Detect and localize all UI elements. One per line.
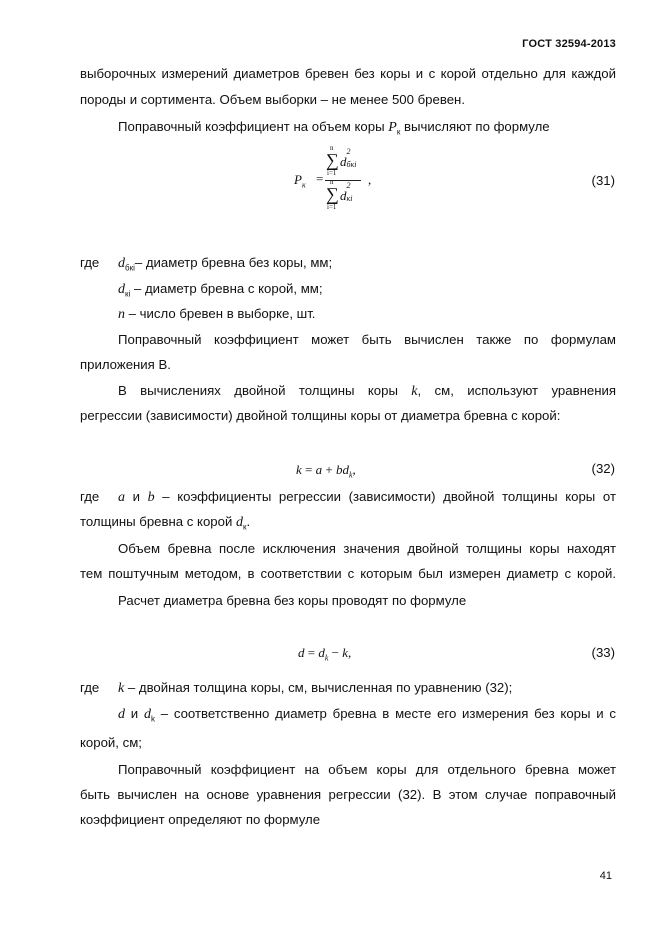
where-label: где: [80, 489, 100, 504]
paragraph-line: Поправочный коэффициент на объем коры для отдельного бревна может: [118, 762, 616, 777]
sum-upper-limit: n: [330, 144, 334, 152]
eq-lhs: $P_к$: [294, 172, 306, 190]
sum-lower-limit: i=1: [327, 169, 337, 177]
equation-32: $k = a + bd_k$,: [296, 462, 356, 480]
paragraph-line: Объем бревна после исключения значения двойной толщины коры находят: [118, 541, 616, 556]
definition-line: $d_{кi}$ – диаметр бревна с корой, мм;: [118, 281, 323, 299]
subscript: к: [396, 127, 401, 137]
equation-number: (31): [591, 173, 615, 188]
paragraph-line: быть вычислен на основе уравнения регрессии (32). В этом случае поправочный: [80, 787, 616, 802]
definition-line: $d_{бкi}-$ диаметр бревна без коры, мм;: [118, 255, 333, 273]
paragraph-line: выборочных измерений диаметров бревен без коры и с корой отдельно для каждой: [80, 66, 616, 81]
sum-symbol: ∑: [326, 150, 339, 170]
equation-31: [294, 144, 384, 218]
definition-line: d и $d_k$ – соответственно диаметр бревна в месте его измерения без коры и с: [118, 706, 616, 724]
document-code-header: ГОСТ 32594-2013: [522, 38, 616, 50]
paragraph-line: тем поштучным методом, в соответствии с которым был измерен диаметр с корой.: [80, 566, 616, 581]
eq-comma: ,: [368, 172, 372, 187]
paragraph-line: коэффициент определяют по формуле: [80, 812, 321, 827]
denominator-term: d 2 кi: [340, 181, 353, 203]
equation-number: (32): [591, 461, 615, 476]
paragraph-line: Расчет диаметра бревна без коры проводят по формуле: [118, 593, 467, 608]
sum-upper-limit: n: [330, 178, 334, 186]
definition-line: корой, см;: [80, 735, 142, 750]
definition-line: n – число бревен в выборке, шт.: [118, 306, 316, 322]
paragraph-line: породы и сортимента. Объем выборки – не менее 500 бревен.: [80, 92, 465, 107]
sum-lower-limit: i=1: [327, 203, 337, 211]
variable: P: [388, 120, 397, 135]
paragraph-line: Поправочный коэффициент может быть вычислен также по формулам: [118, 332, 616, 347]
page-number: 41: [599, 870, 612, 882]
paragraph-line: [118, 119, 616, 141]
equation-33: $d = d_k - k$,: [298, 645, 352, 663]
equation-number: (33): [591, 645, 615, 660]
definition-line: толщины бревна с корой $d_к$.: [80, 514, 251, 532]
sum-symbol: ∑: [326, 184, 339, 204]
definition-line: a и b – коэффициенты регрессии (зависимости) двойной толщины коры от: [118, 489, 616, 505]
where-label: где: [80, 680, 100, 695]
text-run: Поправочный коэффициент на объем коры: [118, 119, 389, 134]
paragraph-line: В вычислениях двойной толщины коры k, см, используют уравнения: [118, 383, 616, 399]
numerator-term: d 2 бкi: [340, 147, 357, 169]
paragraph-line: регрессии (зависимости) двойной толщины коры от диаметра бревна с корой:: [80, 408, 561, 423]
definition-line: k – двойная толщина коры, см, вычисленная по уравнению (32);: [118, 680, 513, 696]
where-label: где: [80, 255, 100, 270]
paragraph-line: приложения В.: [80, 357, 171, 372]
text-run: вычисляют по формуле: [400, 119, 550, 134]
eq-equals: =: [316, 171, 324, 186]
